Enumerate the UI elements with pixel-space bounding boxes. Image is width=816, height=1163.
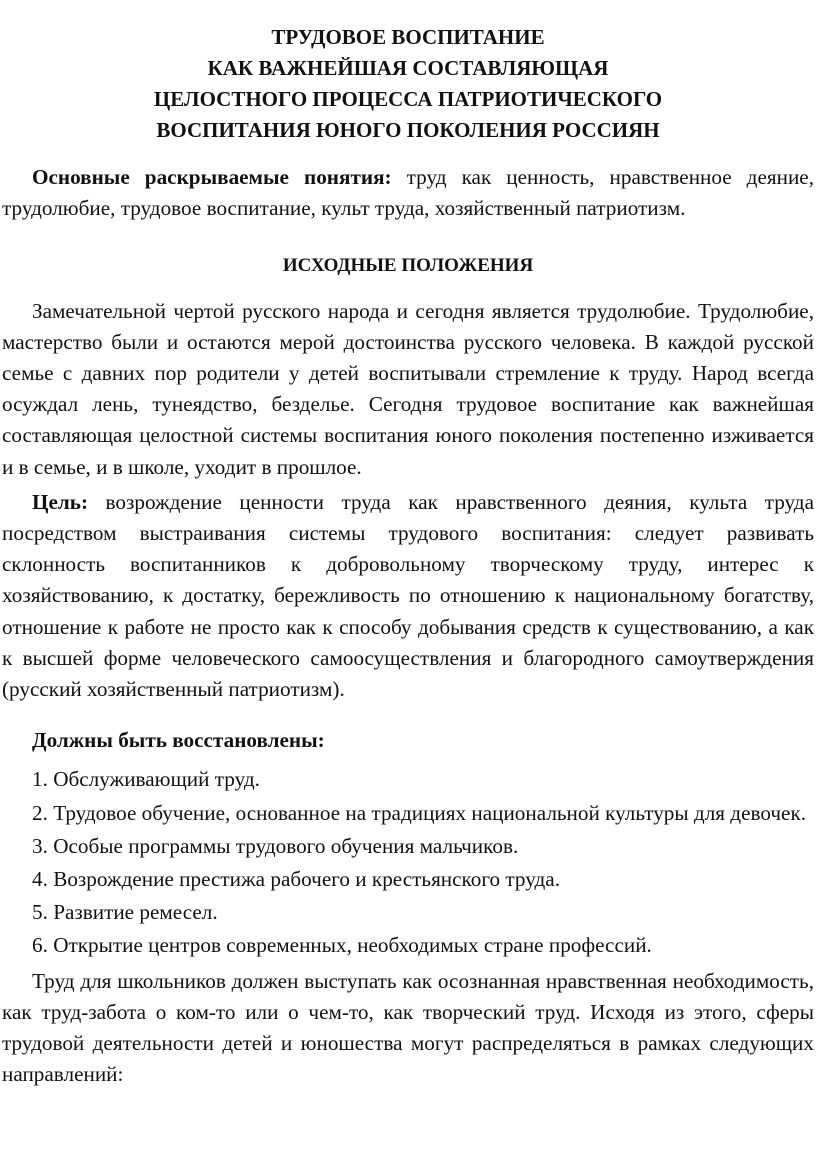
- title-line: ЦЕЛОСТНОГО ПРОЦЕССА ПАТРИОТИЧЕСКОГО: [153, 87, 663, 111]
- list-item: 4. Возрождение престижа рабочего и крестьянского труда.: [32, 867, 560, 892]
- title-line: КАК ВАЖНЕЙШАЯ СОСТАВЛЯЮЩАЯ: [207, 56, 609, 80]
- restore-heading: Должны быть восстановлены:: [32, 728, 325, 753]
- concepts-label: Основные раскрываемые понятия:: [32, 165, 392, 189]
- document-title: [2, 22, 814, 146]
- list-item: 3. Особые программы трудового обучения мальчиков.: [32, 833, 519, 858]
- intro-paragraph: Замечательной чертой русского народа и сегодня является трудолюбие. Трудолюбие, мастерство были и остаются мерой достоинства русского человека. В каждой русской семье с давних пор родители у детей воспитывали стремление к труду. Народ всегда осуждал лень, тунеядство, безделье. Сегодня трудовое воспитание как важнейшая составляющая целостной системы воспитания юного поколения постепенно изживается и в семье, и в школе, уходит в прошлое.: [2, 298, 814, 479]
- concepts-text: труд как ценность, нравственное деяние, трудолюбие, трудовое воспитание, культ труда, хозяйственный патриотизм.: [2, 165, 814, 221]
- concepts-paragraph: [2, 162, 814, 224]
- goal-label: Цель:: [32, 489, 89, 514]
- list-item: 5. Развитие ремесел.: [32, 900, 218, 925]
- list-item: 6. Открытие центров современных, необходимых стране профессий.: [32, 933, 652, 958]
- restore-list: [2, 764, 814, 961]
- list-item: 1. Обслуживающий труд.: [32, 767, 260, 792]
- goal-text: возрождение ценности труда как нравственного деяния, культа труда посредством выстраивания системы трудового воспитания: следует развивать склонность воспитанников к добровольному творческому труду, интерес к хозяйствованию, к достатку, бережливость по отношению к национальному богатству, отношение к работе не просто как к способу добывания средств к существованию, а как к высшей форме человеческого самоосуществления и благородного самоутверждения (русский хозяйственный патриотизм).: [2, 489, 814, 702]
- title-line: ТРУДОВОЕ ВОСПИТАНИЕ: [271, 25, 545, 49]
- title-line: ВОСПИТАНИЯ ЮНОГО ПОКОЛЕНИЯ РОССИЯН: [156, 118, 660, 142]
- work-paragraph: Труд для школьников должен выступать как осознанная нравственная необходимость, как труд-забота о ком-то или о чем-то, как творческий труд. Исходя из этого, сферы трудовой деятельности детей и юношества могут распределяться в рамках следующих направлений:: [2, 968, 814, 1087]
- section-heading: ИСХОДНЫЕ ПОЛОЖЕНИЯ: [282, 255, 534, 277]
- goal-paragraph: [2, 487, 814, 705]
- list-item: 2. Трудовое обучение, основанное на традициях национальной культуры для девочек.: [32, 800, 807, 825]
